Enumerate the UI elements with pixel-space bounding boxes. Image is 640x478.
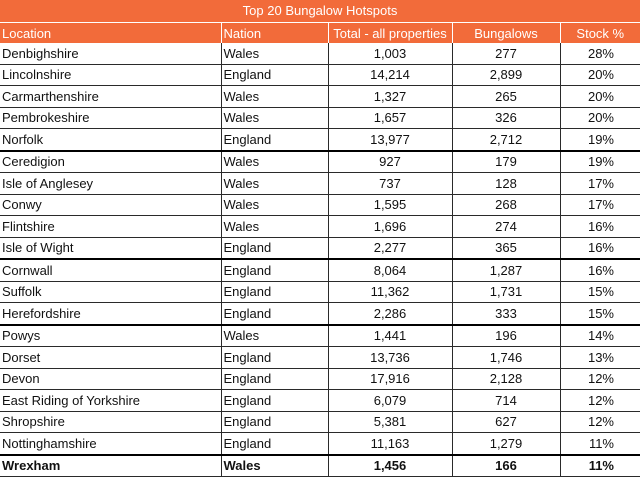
cell-bungalows: 166 — [452, 455, 560, 477]
cell-bungalows: 333 — [452, 303, 560, 325]
cell-stock: 15% — [560, 281, 640, 303]
column-header-bungalows: Bungalows — [452, 23, 560, 43]
cell-nation: England — [221, 303, 328, 325]
cell-nation: Wales — [221, 194, 328, 216]
column-header-stock: Stock % — [560, 23, 640, 43]
cell-bungalows: 268 — [452, 194, 560, 216]
table-title: Top 20 Bungalow Hotspots — [0, 0, 640, 23]
cell-location: Flintshire — [0, 216, 221, 238]
cell-stock: 16% — [560, 259, 640, 281]
cell-location: Carmarthenshire — [0, 86, 221, 108]
table-row — [0, 237, 640, 259]
cell-bungalows: 128 — [452, 173, 560, 195]
column-header-location: Location — [0, 23, 221, 43]
cell-nation: Wales — [221, 216, 328, 238]
cell-location: Powys — [0, 325, 221, 347]
cell-total: 6,079 — [328, 390, 452, 412]
cell-nation: Wales — [221, 325, 328, 347]
cell-stock: 15% — [560, 303, 640, 325]
cell-total: 1,696 — [328, 216, 452, 238]
table-row — [0, 325, 640, 347]
cell-nation: Wales — [221, 173, 328, 195]
cell-stock: 20% — [560, 64, 640, 86]
cell-total: 2,277 — [328, 237, 452, 259]
cell-nation: Wales — [221, 151, 328, 173]
table-row — [0, 107, 640, 129]
table-row — [0, 194, 640, 216]
cell-nation: Wales — [221, 455, 328, 477]
cell-nation: Wales — [221, 43, 328, 64]
cell-total: 1,441 — [328, 325, 452, 347]
cell-bungalows: 179 — [452, 151, 560, 173]
cell-location: Shropshire — [0, 411, 221, 433]
cell-total: 14,214 — [328, 64, 452, 86]
cell-location: Wrexham — [0, 455, 221, 477]
table-row — [0, 347, 640, 369]
cell-total: 2,286 — [328, 303, 452, 325]
cell-total: 5,381 — [328, 411, 452, 433]
cell-nation: England — [221, 433, 328, 455]
cell-total: 1,003 — [328, 43, 452, 64]
column-header-total: Total - all properties — [328, 23, 452, 43]
cell-nation: England — [221, 237, 328, 259]
cell-total: 11,163 — [328, 433, 452, 455]
cell-total: 13,977 — [328, 129, 452, 151]
cell-bungalows: 627 — [452, 411, 560, 433]
table-row — [0, 151, 640, 173]
table-row — [0, 86, 640, 108]
table-row — [0, 368, 640, 390]
cell-stock: 12% — [560, 368, 640, 390]
cell-bungalows: 326 — [452, 107, 560, 129]
cell-nation: England — [221, 64, 328, 86]
cell-location: Dorset — [0, 347, 221, 369]
table-row — [0, 129, 640, 151]
cell-location: Nottinghamshire — [0, 433, 221, 455]
cell-bungalows: 1,279 — [452, 433, 560, 455]
cell-location: Ceredigion — [0, 151, 221, 173]
cell-stock: 12% — [560, 411, 640, 433]
cell-stock: 19% — [560, 129, 640, 151]
cell-nation: England — [221, 411, 328, 433]
cell-bungalows: 714 — [452, 390, 560, 412]
cell-nation: England — [221, 390, 328, 412]
cell-stock: 11% — [560, 455, 640, 477]
cell-location: Lincolnshire — [0, 64, 221, 86]
cell-nation: England — [221, 259, 328, 281]
cell-nation: England — [221, 368, 328, 390]
cell-bungalows: 2,712 — [452, 129, 560, 151]
cell-total: 13,736 — [328, 347, 452, 369]
cell-location: Pembrokeshire — [0, 107, 221, 129]
cell-stock: 13% — [560, 347, 640, 369]
cell-location: Isle of Wight — [0, 237, 221, 259]
cell-total: 737 — [328, 173, 452, 195]
cell-stock: 11% — [560, 433, 640, 455]
cell-total: 17,916 — [328, 368, 452, 390]
cell-bungalows: 277 — [452, 43, 560, 64]
cell-location: Isle of Anglesey — [0, 173, 221, 195]
table-row — [0, 411, 640, 433]
cell-stock: 20% — [560, 107, 640, 129]
cell-nation: England — [221, 129, 328, 151]
cell-total: 1,327 — [328, 86, 452, 108]
cell-stock: 19% — [560, 151, 640, 173]
cell-location: East Riding of Yorkshire — [0, 390, 221, 412]
cell-nation: Wales — [221, 107, 328, 129]
cell-bungalows: 274 — [452, 216, 560, 238]
cell-bungalows: 365 — [452, 237, 560, 259]
table-row — [0, 216, 640, 238]
cell-total: 1,456 — [328, 455, 452, 477]
cell-nation: England — [221, 347, 328, 369]
cell-bungalows: 1,731 — [452, 281, 560, 303]
cell-bungalows: 2,128 — [452, 368, 560, 390]
cell-bungalows: 1,746 — [452, 347, 560, 369]
cell-stock: 20% — [560, 86, 640, 108]
cell-stock: 17% — [560, 194, 640, 216]
cell-stock: 16% — [560, 237, 640, 259]
table-row — [0, 455, 640, 477]
table-row — [0, 303, 640, 325]
cell-total: 1,657 — [328, 107, 452, 129]
table-row — [0, 64, 640, 86]
table-row — [0, 281, 640, 303]
cell-location: Suffolk — [0, 281, 221, 303]
cell-bungalows: 196 — [452, 325, 560, 347]
cell-location: Herefordshire — [0, 303, 221, 325]
cell-bungalows: 265 — [452, 86, 560, 108]
cell-stock: 17% — [560, 173, 640, 195]
cell-total: 8,064 — [328, 259, 452, 281]
column-header-nation: Nation — [221, 23, 328, 43]
cell-stock: 12% — [560, 390, 640, 412]
cell-location: Conwy — [0, 194, 221, 216]
header-row — [0, 23, 640, 43]
table-body — [0, 43, 640, 477]
cell-bungalows: 2,899 — [452, 64, 560, 86]
cell-nation: Wales — [221, 86, 328, 108]
cell-total: 11,362 — [328, 281, 452, 303]
cell-stock: 16% — [560, 216, 640, 238]
cell-total: 927 — [328, 151, 452, 173]
table-row — [0, 433, 640, 455]
hotspots-table — [0, 23, 640, 477]
cell-location: Devon — [0, 368, 221, 390]
cell-location: Cornwall — [0, 259, 221, 281]
cell-total: 1,595 — [328, 194, 452, 216]
cell-nation: England — [221, 281, 328, 303]
table-row — [0, 43, 640, 64]
cell-stock: 28% — [560, 43, 640, 64]
cell-location: Denbighshire — [0, 43, 221, 64]
table-row — [0, 390, 640, 412]
cell-location: Norfolk — [0, 129, 221, 151]
table-row — [0, 173, 640, 195]
cell-stock: 14% — [560, 325, 640, 347]
table-row — [0, 259, 640, 281]
cell-bungalows: 1,287 — [452, 259, 560, 281]
